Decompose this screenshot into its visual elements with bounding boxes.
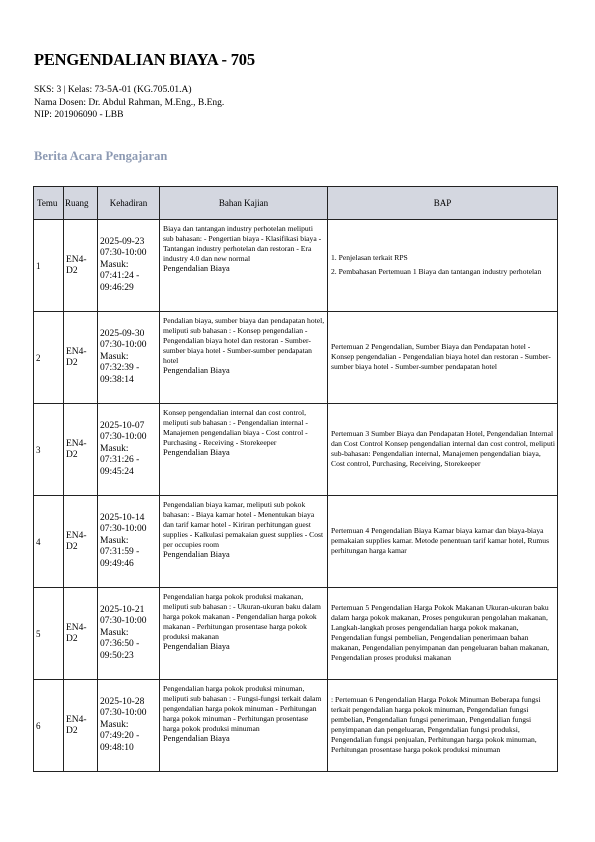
study-material-text: Pengendalian harga pokok produksi minuman, meliputi sub bahasan : - Fungsi-fungsi terkait dalam pengendalian harga pokok minuman - Perhitungan harga pokok minuman - Perhitungan prosentase harga pokok produksi minuman [163,684,322,733]
header-bap: BAP [328,187,558,220]
meeting-number: 3 [34,404,64,496]
attendance-cell [98,496,160,588]
room-cell: EN4-D2 [64,404,98,496]
attendance-cell [98,588,160,680]
attendance-time: 07:30-10:00 [100,432,147,443]
table-row [34,496,558,588]
attendance-masuk-label: Masuk: [100,719,129,730]
attendance-time: 07:30-10:00 [100,248,147,259]
attendance-date: 2025-09-23 [100,236,145,247]
bap-paragraph: 2. Pembahasan Pertemuan 1 Biaya dan tantangan industry perhotelan [331,266,542,276]
attendance-cell [98,312,160,404]
study-material-cell [160,404,328,496]
meeting-number: 6 [34,680,64,772]
attendance-masuk: 07:32:39 - [100,363,140,374]
room-cell: EN4-D2 [64,588,98,680]
attendance-date: 2025-10-07 [100,420,145,431]
attendance-time: 07:30-10:00 [100,616,147,627]
bap-paragraph: Pertemuan 5 Pengendalian Harga Pokok Makanan Ukuran-ukuran baku dalam harga pokok makanan, Proses pengukuran pengolahan makanan, Langkah-langkah proses pengendalian harga pokok makanan, Pengendalian fungsi pembelian, Pengendalian penerimaan bahan makanan, Pengendalian penyimpanan dan pengeluaran bahan makanan, Pengendalian proses produksi makanan [331,602,550,662]
table-row [34,220,558,312]
attendance-date: 2025-10-28 [100,696,145,707]
meeting-number: 5 [34,588,64,680]
bap-paragraph: Pertemuan 2 Pengendalian, Sumber Biaya dan Pendapatan hotel - Konsep pengendalian - Pengendalian biaya hotel dan restoran - Sumber-sumber biaya hotel - Sumber-sumber pendapatan hotel [331,341,551,371]
lecturer-nip: NIP: 201906090 - LBB [34,110,124,121]
attendance-masuk-label: Masuk: [100,259,129,270]
attendance-keluar: 09:49:46 [100,558,134,569]
study-material-cell [160,312,328,404]
study-material-course: Pengendalian Biaya [163,642,230,651]
header-kehadiran: Kehadiran [98,187,160,220]
bap-cell [328,220,558,312]
attendance-masuk: 07:41:24 - [100,271,140,282]
table-row [34,680,558,772]
attendance-masuk-label: Masuk: [100,443,129,454]
attendance-cell [98,404,160,496]
table-header-row [34,187,558,220]
meeting-number: 2 [34,312,64,404]
teaching-record-table [33,186,558,772]
room-cell: EN4-D2 [64,496,98,588]
meeting-number: 1 [34,220,64,312]
attendance-keluar: 09:45:24 [100,466,134,477]
lecturer-name: Nama Dosen: Dr. Abdul Rahman, M.Eng., B.Eng. [34,97,225,108]
attendance-date: 2025-09-30 [100,328,145,339]
attendance-cell [98,220,160,312]
study-material-cell [160,220,328,312]
table-row [34,404,558,496]
study-material-text: Pengendalian biaya kamar, meliputi sub pokok bahasan: - Biaya kamar hotel - Menentukan biaya dan tarif kamar hotel - Kiriran perhitungan guest supplies - Kalkulasi pemakaian guest supplies - Cost per occupies room [163,500,324,549]
header-temu: Temu [34,187,64,220]
study-material-course: Pengendalian Biaya [163,734,230,743]
bap-cell [328,680,558,772]
page-title: PENGENDALIAN BIAYA - 705 [34,50,255,69]
study-material-text: Konsep pengendalian internal dan cost control, meliputi sub bahasan : - Pengendalian internal - Manajemen pengendalian biaya - Cost control - Purchasing - Receiving - Storekeeper [163,408,308,447]
study-material-cell [160,680,328,772]
bap-cell [328,496,558,588]
meeting-number: 4 [34,496,64,588]
attendance-masuk-label: Masuk: [100,535,129,546]
section-title: Berita Acara Pengajaran [34,149,168,163]
header-bahan-kajian: Bahan Kajian [160,187,328,220]
attendance-keluar: 09:48:10 [100,742,134,753]
room-cell: EN4-D2 [64,220,98,312]
study-material-text: Biaya dan tantangan industry perhotelan meliputi sub bahasan: - Pengertian biaya - Klasifikasi biaya - Tantangan industry perhotelan dan restoran - Era industry 4.0 dan new normal [163,224,322,263]
bap-paragraph: Pertemuan 4 Pengendalian Biaya Kamar biaya kamar dan biaya-biaya pemakaian supplies kamar. Metode penentuan tarif kamar hotel, Rumus perhitungan harga kamar [331,525,550,555]
attendance-time: 07:30-10:00 [100,708,147,719]
attendance-keluar: 09:50:23 [100,650,134,661]
bap-cell [328,404,558,496]
attendance-time: 07:30-10:00 [100,340,147,351]
course-meta [34,84,224,122]
attendance-time: 07:30-10:00 [100,524,147,535]
attendance-masuk: 07:31:59 - [100,547,140,558]
attendance-masuk: 07:31:26 - [100,455,140,466]
study-material-cell [160,496,328,588]
bap-cell [328,588,558,680]
study-material-course: Pengendalian Biaya [163,550,230,559]
attendance-masuk: 07:36:50 - [100,639,140,650]
bap-paragraph: Pertemuan 3 Sumber Biaya dan Pendapatan Hotel, Pengendalian Internal dan Cost Control Konsep pengendalian internal dan cost control, meliputi sub-bahasan: Pengendalian internal, Manajemen pengendalian biaya, Cost control, Purchasing, Receiving, Storekeeper [331,428,555,468]
study-material-course: Pengendalian Biaya [163,448,230,457]
bap-paragraph: : Pertemuan 6 Pengendalian Harga Pokok Minuman Beberapa fungsi terkait pengendalian harga pokok minuman, Pengendalian fungsi pembelian, Pengendalian fungsi penerimaan, Pengendalian fungsi penyimpanan dan pengeluaran, Pengendalian fungsi produksi, Pengendalian fungsi penjualan, Perhitungan harga pokok minuman, Perhitungan prosentase harga pokok produksi minuman [331,694,541,754]
attendance-keluar: 09:38:14 [100,374,134,385]
room-cell: EN4-D2 [64,680,98,772]
table-row [34,312,558,404]
study-material-course: Pengendalian Biaya [163,366,230,375]
attendance-masuk-label: Masuk: [100,351,129,362]
attendance-masuk: 07:49:20 - [100,731,140,742]
room-cell: EN4-D2 [64,312,98,404]
bap-cell [328,312,558,404]
attendance-cell [98,680,160,772]
table-row [34,588,558,680]
study-material-text: Pendalian biaya, sumber biaya dan pendapatan hotel, meliputi sub bahasan : - Konsep pengendalian - Pengendalian biaya hotel dan restoran - Sumber-sumber biaya hotel - Sumber-sumber pendapatan hotel [163,316,325,365]
study-material-course: Pengendalian Biaya [163,264,230,273]
study-material-text: Pengendalian harga pokok produksi makanan, meliputi sub bahasan : - Ukuran-ukuran baku dalam harga pokok makanan - Pengendalian harga pokok makanan - Perhitungan prosentase harga pokok produksi makanan [163,592,321,641]
study-material-cell [160,588,328,680]
attendance-date: 2025-10-21 [100,604,145,615]
attendance-date: 2025-10-14 [100,512,145,523]
attendance-masuk-label: Masuk: [100,627,129,638]
header-ruang: Ruang [64,187,98,220]
attendance-keluar: 09:46:29 [100,282,134,293]
bap-paragraph: 1. Penjelasan terkait RPS [331,252,408,262]
course-sks-class: SKS: 3 | Kelas: 73-5A-01 (KG.705.01.A) [34,85,192,95]
